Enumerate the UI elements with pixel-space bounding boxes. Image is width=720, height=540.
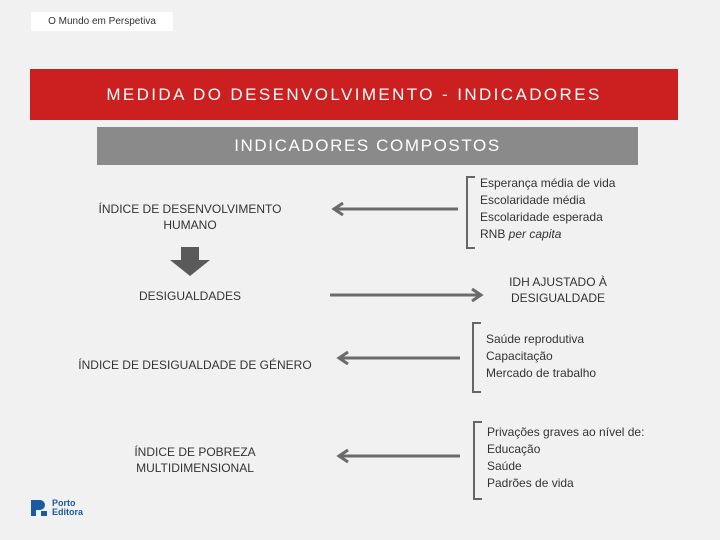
bracket-pobreza <box>474 422 482 499</box>
bracket-idh <box>467 177 475 248</box>
header-tag: O Mundo em Perspetiva <box>31 12 173 31</box>
list-pobreza <box>487 424 644 492</box>
list-item: Saúde reprodutiva <box>486 332 585 346</box>
list-item: Privações graves ao nível de: <box>487 425 645 439</box>
list-item: Mercado de trabalho <box>486 366 597 380</box>
arrow-pobreza <box>339 450 460 462</box>
list-idh <box>480 175 615 243</box>
list-item: Escolaridade esperada <box>480 210 603 224</box>
list-item: Capacitação <box>486 349 553 363</box>
label-idh: ÍNDICE DE DESENVOLVIMENTO HUMANO <box>98 202 282 232</box>
list-item: Esperança média de vida <box>480 176 616 190</box>
list-item: Saúde <box>487 459 522 473</box>
page-title: MEDIDA DO DESENVOLVIMENTO - INDICADORES <box>30 69 678 120</box>
logo-text: Porto Editora <box>52 498 84 517</box>
arrow-idh <box>334 203 458 215</box>
down-arrow <box>170 247 210 276</box>
label-genero: ÍNDICE DE DESIGUALDADE DE GÉNERO <box>78 358 312 372</box>
logo-icon <box>29 498 49 518</box>
section-subtitle: INDICADORES COMPOSTOS <box>97 127 638 165</box>
label-desigualdades: DESIGUALDADES <box>138 289 242 303</box>
list-item: Educação <box>487 442 541 456</box>
list-item-rnb: RNB per capita <box>480 227 562 241</box>
arrow-genero <box>339 352 460 364</box>
bracket-genero <box>473 323 481 392</box>
list-item: Padrões de vida <box>487 476 574 490</box>
list-item: Escolaridade média <box>480 193 586 207</box>
label-idh-ajustado: IDH AJUSTADO À DESIGUALDADE <box>509 275 607 305</box>
logo <box>29 498 83 518</box>
arrow-desigualdades <box>330 289 481 301</box>
list-genero <box>486 331 596 382</box>
label-pobreza: ÍNDICE DE POBREZA MULTIDIMENSIONAL <box>134 445 256 475</box>
